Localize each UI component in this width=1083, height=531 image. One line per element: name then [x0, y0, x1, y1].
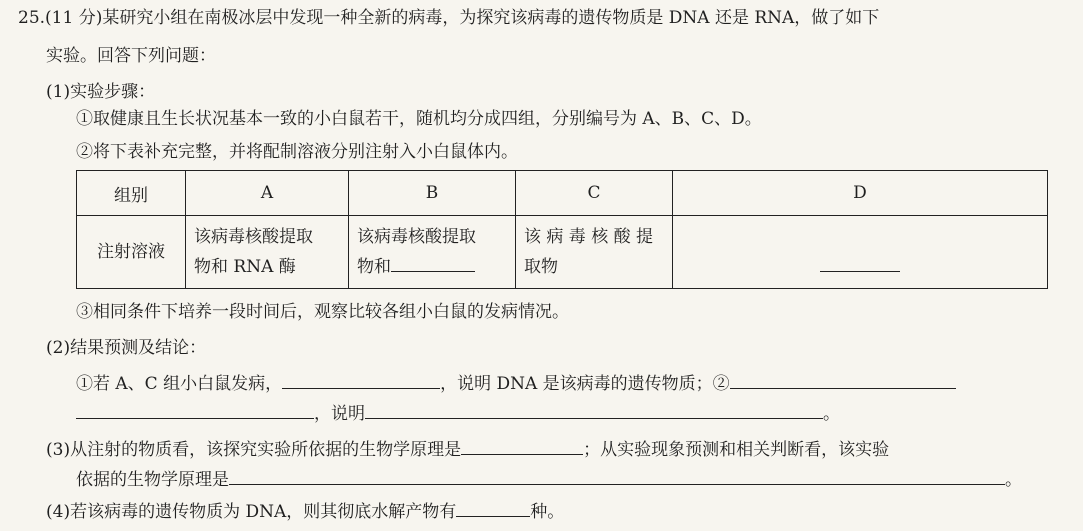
- stem-text-2: 实验。回答下列问题：: [46, 46, 216, 66]
- step-2: ②将下表补充完整，并将配制溶液分别注射入小白鼠体内。: [76, 142, 518, 162]
- question-number: 25.: [18, 8, 46, 28]
- p4-text-b: 种。: [530, 502, 565, 522]
- part3-line-2: [76, 466, 1022, 492]
- table-header: B: [349, 171, 516, 216]
- stem-text-1: 某研究小组在南极冰层中发现一种全新的病毒，为探究该病毒的遗传物质是 DNA 还是 RNA，做了如下: [102, 8, 880, 28]
- cell-b-line-1: 该病毒核酸提取: [357, 227, 476, 247]
- cell-a: [186, 216, 349, 289]
- step-3: ③相同条件下培养一段时间后，观察比较各组小白鼠的发病情况。: [76, 302, 569, 322]
- row-label: 注射溶液: [77, 216, 186, 289]
- part2-line-1: [76, 370, 956, 396]
- p3-line1-text-a: (3)从注射的物质看，该探究实验所依据的生物学原理是: [46, 440, 462, 460]
- cell-b: [349, 216, 516, 289]
- answer-blank-2-4[interactable]: [365, 400, 823, 419]
- p2-line2-text-b: 。: [823, 404, 840, 424]
- cell-c-line-2: 取物: [524, 257, 558, 277]
- cell-a-line-2: 物和 RNA 酶: [194, 257, 296, 277]
- p2-line1-text-a: ①若 A、C 组小白鼠发病，: [76, 374, 283, 394]
- question-stem-line-1: [18, 6, 879, 30]
- table-header: A: [186, 171, 349, 216]
- p3-line2-text-a: 依据的生物学原理是: [76, 470, 229, 490]
- table-header: D: [673, 171, 1048, 216]
- p2-line2-text-a: ，说明: [314, 404, 365, 424]
- part4-line: [46, 498, 564, 524]
- experiment-table: [76, 170, 1048, 289]
- step-1: ①取健康且生长状况基本一致的小白鼠若干，随机均分成四组，分别编号为 A、B、C、D。: [76, 109, 762, 129]
- answer-blank-2-1[interactable]: [282, 370, 440, 389]
- answer-blank-b[interactable]: [391, 253, 475, 272]
- table-header-row: [77, 171, 1048, 216]
- answer-blank-3-1[interactable]: [461, 436, 583, 455]
- part2-title: (2)结果预测及结论：: [46, 338, 207, 358]
- p3-line1-text-b: ；从实验现象预测和相关判断看，该实验: [583, 440, 890, 460]
- question-points: (11 分): [45, 8, 103, 28]
- cell-c: [516, 216, 673, 289]
- table-header: 组别: [77, 171, 186, 216]
- answer-blank-2-2[interactable]: [730, 370, 956, 389]
- table-header: C: [516, 171, 673, 216]
- cell-a-line-1: 该病毒核酸提取: [194, 227, 313, 247]
- cell-b-line-2-text: 物和: [357, 257, 391, 277]
- cell-c-line-1: 该 病 毒 核 酸 提: [524, 227, 654, 247]
- part3-line-1: [46, 436, 889, 462]
- part1-title: (1)实验步骤：: [46, 82, 156, 102]
- cell-b-line-2: [357, 252, 507, 282]
- cell-d: [673, 216, 1048, 289]
- p2-line1-text-b: ，说明 DNA 是该病毒的遗传物质；②: [440, 374, 730, 394]
- table-row: [77, 216, 1048, 289]
- answer-blank-3-2[interactable]: [229, 466, 1005, 485]
- answer-blank-4[interactable]: [456, 498, 530, 517]
- part2-line-2: [76, 400, 840, 426]
- p4-text-a: (4)若该病毒的遗传物质为 DNA，则其彻底水解产物有: [46, 502, 457, 522]
- p3-line2-text-b: 。: [1005, 470, 1022, 490]
- answer-blank-2-3[interactable]: [76, 400, 314, 419]
- answer-blank-d[interactable]: [820, 253, 900, 272]
